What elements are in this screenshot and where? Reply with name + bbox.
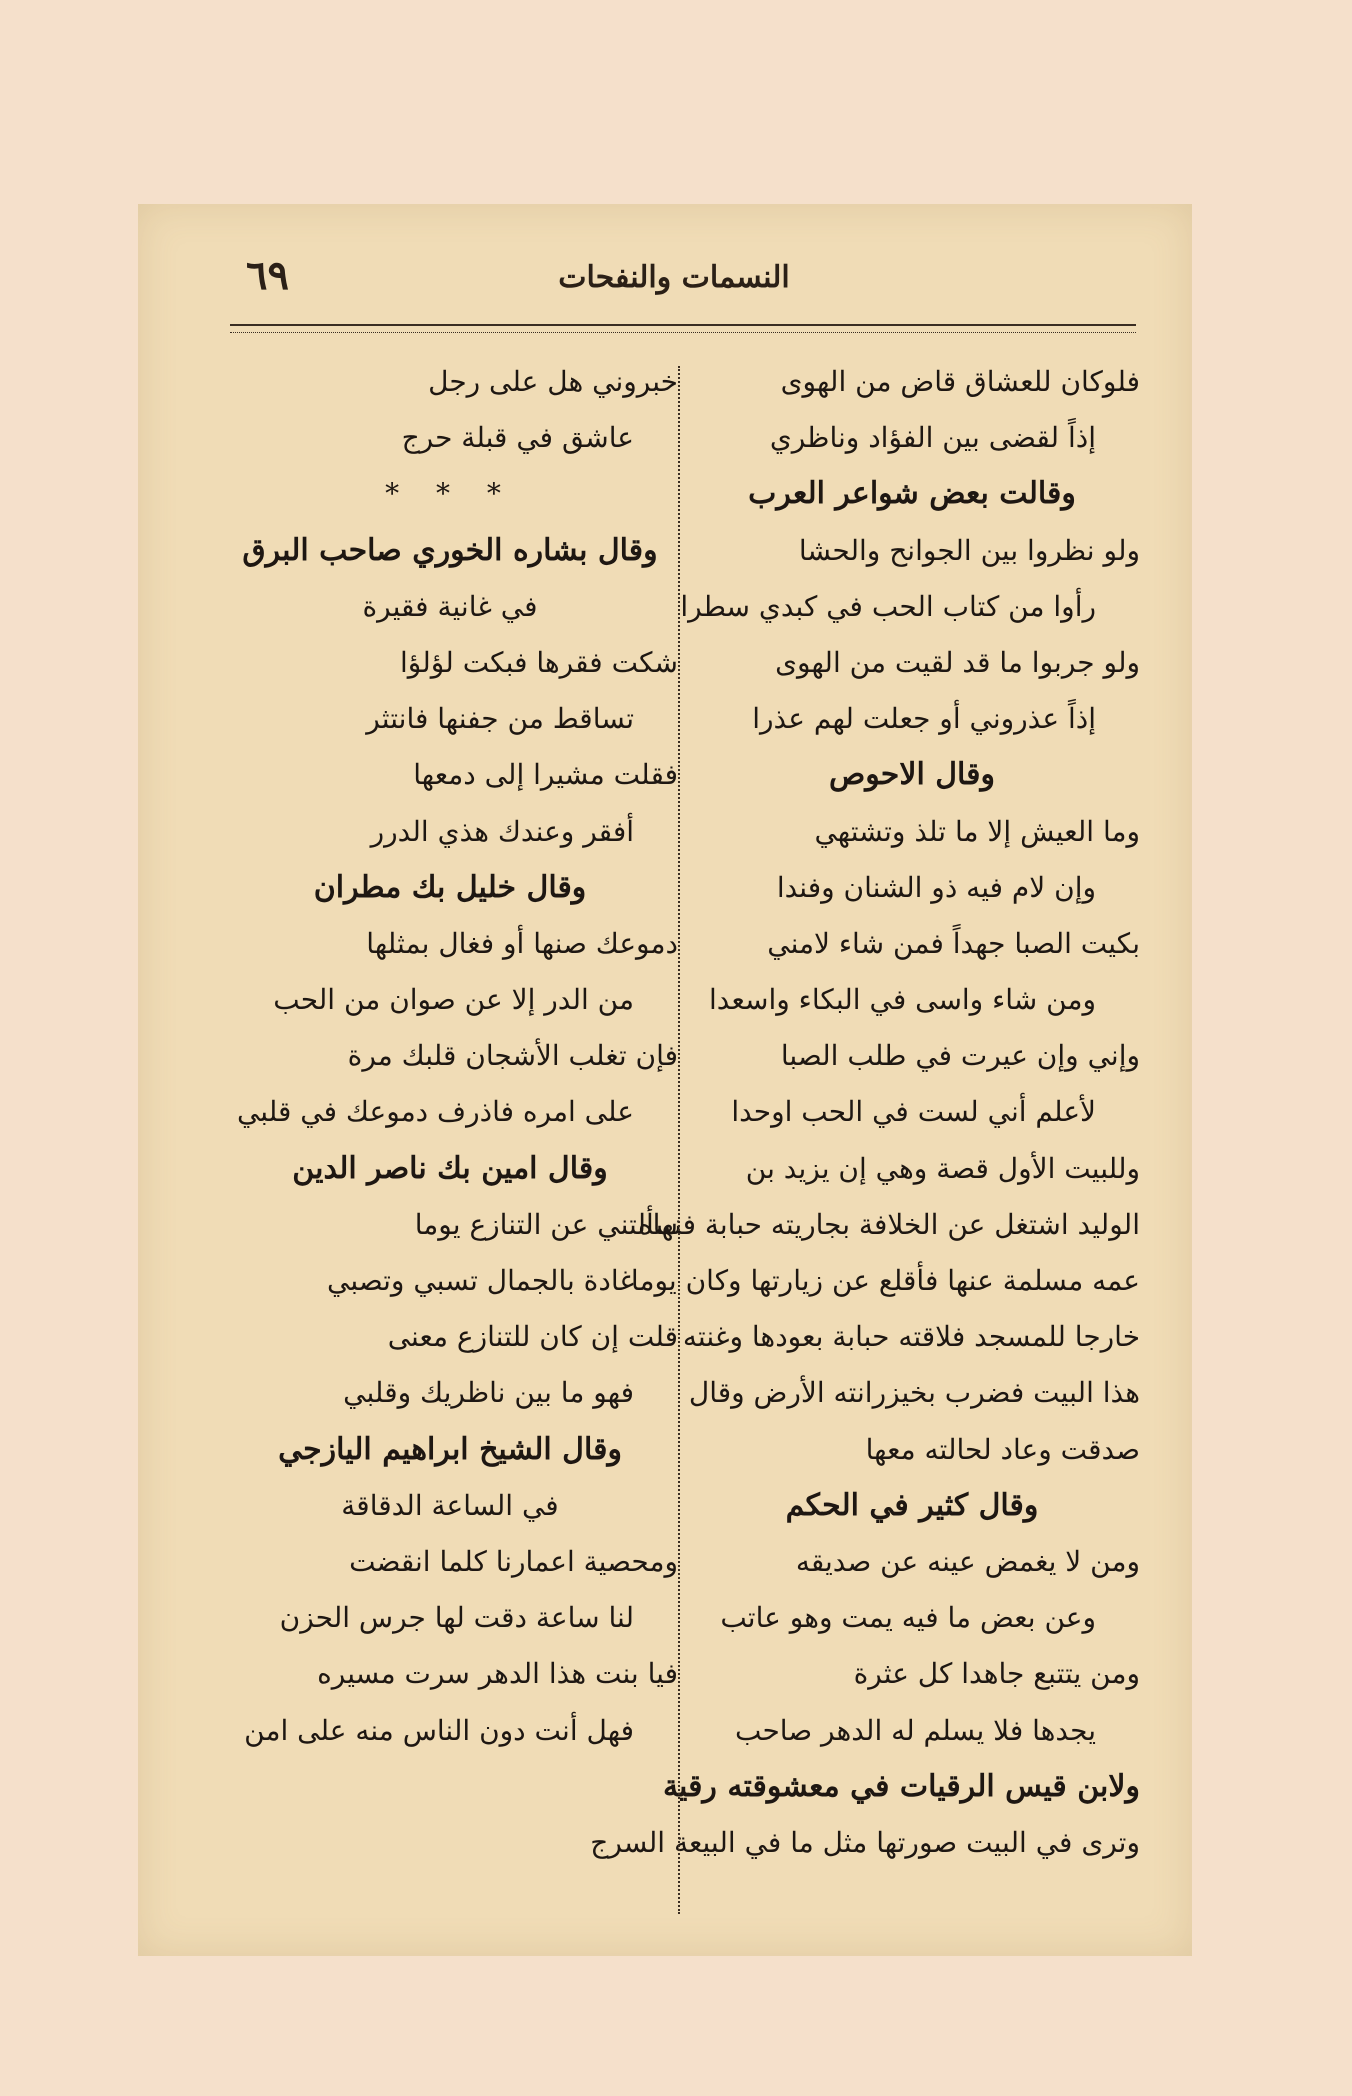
left-column bbox=[222, 354, 678, 1759]
verse-line: بكيت الصبا جهداً فمن شاء لامني bbox=[767, 926, 1140, 960]
header-rule bbox=[230, 324, 1136, 333]
verse-line: دموعك صنها أو فغال بمثلها bbox=[366, 926, 678, 960]
section-divider: * * * bbox=[385, 477, 515, 511]
verse-line: وإني وإن عيرت في طلب الصبا bbox=[780, 1039, 1140, 1073]
section-heading: وقالت بعض شواعر العرب bbox=[748, 476, 1076, 512]
verse-line: قلت إن كان للتنازع معنى bbox=[387, 1320, 678, 1354]
section-subheading: في غانية فقيرة bbox=[362, 589, 538, 623]
verse-line: غادة بالجمال تسبي وتصبي bbox=[327, 1264, 634, 1297]
section-heading: وقال الشيخ ابراهيم اليازجي bbox=[278, 1431, 622, 1467]
prose-line: خارجا للمسجد فلاقته حبابة بعودها وغنته bbox=[682, 1320, 1140, 1354]
verse-line: رأوا من كتاب الحب في كبدي سطرا bbox=[680, 589, 1096, 623]
running-title: النسمات والنفحات bbox=[558, 260, 790, 295]
verse-line: ومن لا يغمض عينه عن صديقه bbox=[795, 1544, 1140, 1578]
verse-line: سألتني عن التنازع يوما bbox=[414, 1207, 678, 1241]
prose-line: الوليد اشتغل عن الخلافة بجاريته حبابة فنهاه bbox=[638, 1207, 1140, 1241]
verse-line: وترى في البيت صورتها مثل ما في البيعة السرج bbox=[590, 1825, 1140, 1859]
verse-line: فهو ما بين ناظريك وقلبي bbox=[343, 1376, 634, 1410]
column-separator bbox=[678, 366, 680, 1914]
section-heading: وقال خليل بك مطران bbox=[313, 869, 587, 905]
verse-line: فيا بنت هذا الدهر سرت مسيره bbox=[317, 1657, 678, 1691]
verse-line: من الدر إلا عن صوان من الحب bbox=[273, 983, 634, 1017]
verse-line: ولو نظروا بين الجوانح والحشا bbox=[798, 533, 1140, 567]
verse-line: ولو جربوا ما قد لقيت من الهوى bbox=[775, 645, 1140, 679]
prose-line: عمه مسلمة عنها فأقلع عن زيارتها وكان يوما bbox=[630, 1264, 1140, 1297]
section-heading: وقال كثير في الحكم bbox=[785, 1487, 1039, 1523]
verse-line: فإن تغلب الأشجان قلبك مرة bbox=[347, 1039, 678, 1073]
verse-line: يجدها فلا يسلم له الدهر صاحب bbox=[734, 1713, 1096, 1747]
verse-line: شكت فقرها فبكت لؤلؤا bbox=[400, 645, 678, 679]
section-heading: ولابن قيس الرقيات في معشوقته رقية bbox=[662, 1768, 1140, 1804]
prose-line: صدقت وعاد لحالته معها bbox=[865, 1432, 1140, 1466]
verse-line: أفقر وعندك هذي الدرر bbox=[370, 814, 634, 848]
verse-line: ومن شاء واسى في البكاء واسعدا bbox=[709, 983, 1096, 1017]
verse-line: عاشق في قبلة حرج bbox=[401, 421, 634, 455]
right-column bbox=[590, 354, 1140, 1871]
verse-line: إذاً عذروني أو جعلت لهم عذرا bbox=[752, 702, 1096, 736]
verse-line: على امره فاذرف دموعك في قلبي bbox=[236, 1095, 634, 1129]
section-subheading: في الساعة الدقاقة bbox=[341, 1488, 559, 1522]
verse-line: فهل أنت دون الناس منه على امن bbox=[244, 1713, 634, 1747]
section-heading: وقال الاحوص bbox=[829, 757, 995, 793]
book-page bbox=[138, 204, 1192, 1956]
page-number: ٦٩ bbox=[246, 252, 289, 299]
verse-line: وعن بعض ما فيه يمت وهو عاتب bbox=[720, 1601, 1096, 1635]
page-header bbox=[226, 252, 1122, 312]
verse-line: تساقط من جفنها فانتثر bbox=[366, 702, 634, 736]
verse-line: ومن يتتبع جاهدا كل عثرة bbox=[853, 1657, 1140, 1691]
verse-line: فلوكان للعشاق قاض من الهوى bbox=[780, 365, 1140, 398]
verse-line: فقلت مشيرا إلى دمعها bbox=[413, 758, 678, 792]
prose-line: هذا البيت فضرب بخيزرانته الأرض وقال bbox=[688, 1376, 1140, 1410]
section-heading: وقال بشاره الخوري صاحب البرق bbox=[242, 532, 658, 568]
verse-line: لنا ساعة دقت لها جرس الحزن bbox=[279, 1601, 634, 1635]
verse-line: إذاً لقضى بين الفؤاد وناظري bbox=[769, 421, 1096, 455]
verse-line: وللبيت الأول قصة وهي إن يزيد بن bbox=[745, 1151, 1140, 1185]
verse-line: خبروني هل على رجل bbox=[428, 365, 678, 398]
verse-line: ومحصية اعمارنا كلما انقضت bbox=[349, 1544, 678, 1578]
verse-line: وما العيش إلا ما تلذ وتشتهي bbox=[814, 814, 1140, 848]
verse-line: وإن لام فيه ذو الشنان وفندا bbox=[776, 870, 1096, 904]
verse-line: لأعلم أني لست في الحب اوحدا bbox=[731, 1095, 1096, 1129]
section-heading: وقال امين بك ناصر الدين bbox=[292, 1150, 608, 1186]
